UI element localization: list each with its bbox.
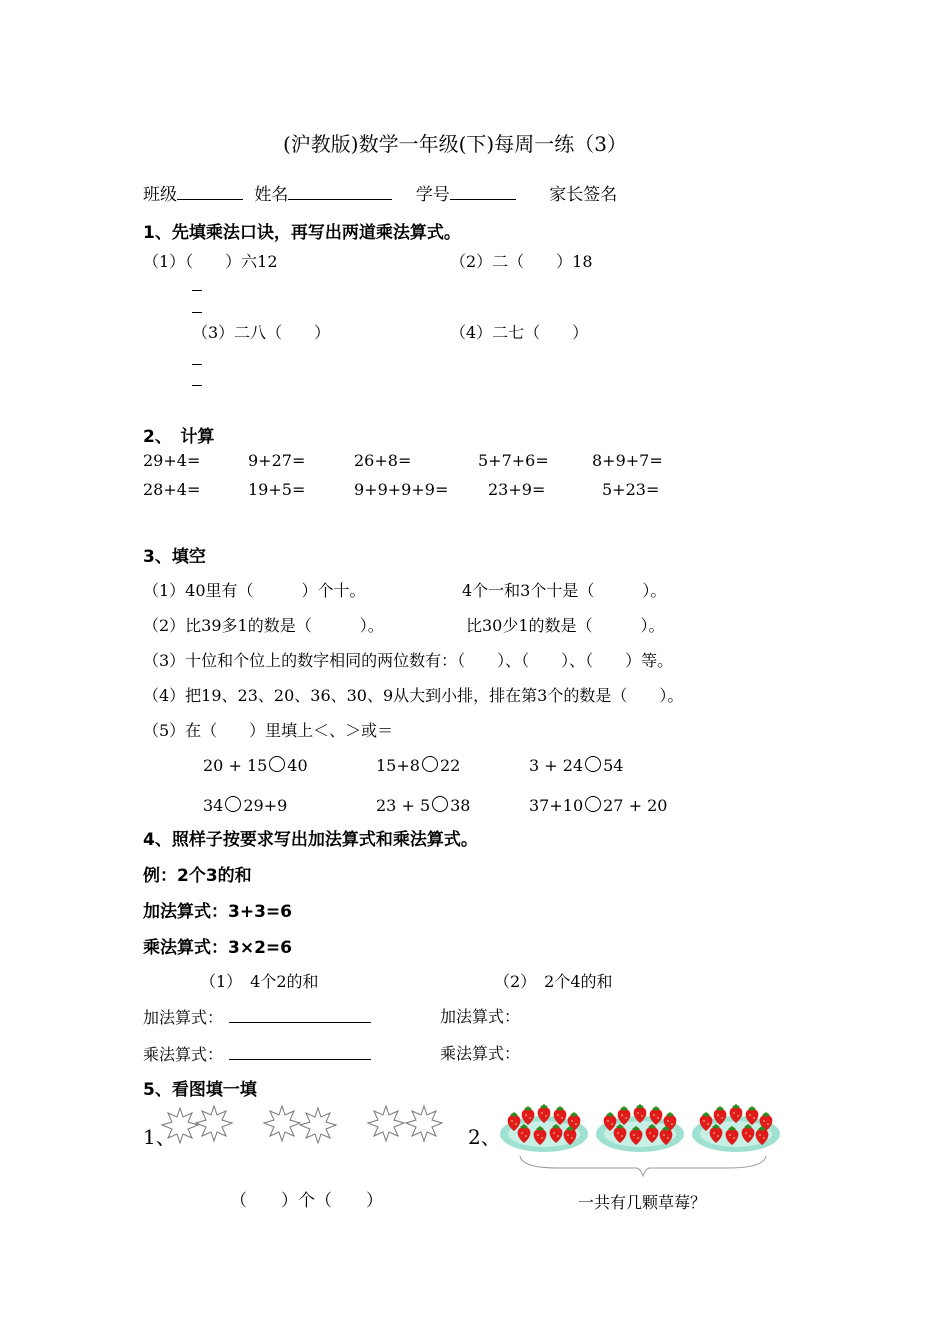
q5-heading: 5、看图填一填 <box>143 1080 257 1100</box>
answer-dash <box>192 364 202 365</box>
compare-circle[interactable] <box>585 756 601 772</box>
calc-item: 29+4= <box>143 451 201 470</box>
strawberry-plate-icon <box>500 1104 588 1152</box>
q4-problem-2: （2） 2个4的和 <box>494 972 613 991</box>
answer-dash <box>192 385 202 386</box>
fill-item: （5）在（ ）里填上＜、＞或＝ <box>143 721 394 740</box>
q4-example: 例：2个3的和 <box>143 866 252 886</box>
q4-heading: 4、照样子按要求写出加法算式和乘法算式。 <box>143 830 478 850</box>
class-blank[interactable] <box>177 181 243 200</box>
q4-example-mul: 乘法算式：3×2=6 <box>143 938 292 958</box>
q4-problem-1: （1） 4个2的和 <box>200 972 319 991</box>
q4-example-add: 加法算式：3+3=6 <box>143 902 292 922</box>
answer-dash <box>192 312 202 313</box>
fill-item: 4个一和3个十是（ ）。 <box>462 581 667 600</box>
page-title: (沪教版)数学一年级(下)每周一练（3） <box>283 132 627 156</box>
parent-signature-label: 家长签名 <box>549 185 618 205</box>
compare-circle[interactable] <box>422 756 438 772</box>
star-icon <box>368 1106 404 1141</box>
calc-item: 19+5= <box>248 480 306 499</box>
calc-item: 5+23= <box>602 480 660 499</box>
compare-item: 15+8 22 <box>376 756 461 775</box>
q1-item-2: （2）二（ ）18 <box>450 252 593 271</box>
q1-item-1: （1）（ ）六12 <box>143 252 278 271</box>
calc-item: 9+27= <box>248 451 306 470</box>
star-icon <box>406 1106 442 1141</box>
calc-item: 5+7+6= <box>478 451 549 470</box>
compare-item: 23 + 5 38 <box>376 796 471 815</box>
fill-item: （2）比39多1的数是（ ）。 <box>143 616 384 635</box>
compare-item: 20 + 15 40 <box>203 756 308 775</box>
compare-item: 37+10 27 + 20 <box>529 796 668 815</box>
q5-caption-1: （ ）个（ ） <box>230 1191 383 1211</box>
strawberry-picture <box>498 1098 786 1182</box>
add-formula-row: 加法算式： <box>143 1004 371 1028</box>
calc-item: 26+8= <box>354 451 412 470</box>
q1-item-4: （4）二七（ ） <box>450 323 589 342</box>
calc-item: 28+4= <box>143 480 201 499</box>
fill-item: （1）40里有（ ）个十。 <box>143 581 366 600</box>
q5-caption-2: 一共有几颗草莓？ <box>578 1193 707 1212</box>
q2-heading: 2、 计算 <box>143 427 215 447</box>
star-icon <box>196 1106 232 1141</box>
compare-circle[interactable] <box>225 796 241 812</box>
star-icon <box>264 1106 300 1141</box>
add-formula-label: 加法算式： <box>440 1007 521 1026</box>
compare-circle[interactable] <box>585 796 601 812</box>
compare-item: 34 29+9 <box>203 796 288 815</box>
number-blank[interactable] <box>450 181 516 200</box>
strawberry-plate-icon <box>596 1104 684 1152</box>
q3-heading: 3、填空 <box>143 547 206 567</box>
class-label: 班级 <box>143 185 177 205</box>
compare-circle[interactable] <box>432 796 448 812</box>
name-blank[interactable] <box>288 181 392 200</box>
name-label: 姓名 <box>254 185 289 205</box>
answer-line[interactable] <box>229 1004 371 1023</box>
star-icon <box>162 1108 198 1143</box>
calc-item: 9+9+9+9= <box>354 480 449 499</box>
compare-circle[interactable] <box>269 756 285 772</box>
star-icon <box>300 1108 336 1143</box>
mul-formula-label: 乘法算式： <box>440 1044 521 1063</box>
q1-heading: 1、先填乘法口诀，再写出两道乘法算式。 <box>143 223 461 243</box>
answer-line[interactable] <box>229 1041 371 1060</box>
q5-label-2: 2、 <box>468 1125 501 1149</box>
q5-label-1: 1、 <box>143 1125 176 1149</box>
calc-item: 8+9+7= <box>592 451 663 470</box>
fill-item: （4）把19、23、20、36、30、9从大到小排，排在第3个的数是（ ）。 <box>143 686 684 705</box>
fill-item: 比30少1的数是（ ）。 <box>466 616 665 635</box>
header-fields <box>143 180 617 205</box>
strawberry-plate-icon <box>692 1104 780 1152</box>
stars-picture <box>160 1100 450 1148</box>
number-label: 学号 <box>415 185 450 205</box>
answer-dash <box>192 290 202 291</box>
calc-item: 23+9= <box>488 480 546 499</box>
fill-item: （3）十位和个位上的数字相同的两位数有：（ ）、（ ）、（ ）等。 <box>143 651 674 670</box>
mul-formula-row: 乘法算式： <box>143 1041 371 1065</box>
q1-item-3: （3）二八（ ） <box>192 323 331 342</box>
brace-icon <box>520 1156 766 1176</box>
compare-item: 3 + 24 54 <box>529 756 624 775</box>
